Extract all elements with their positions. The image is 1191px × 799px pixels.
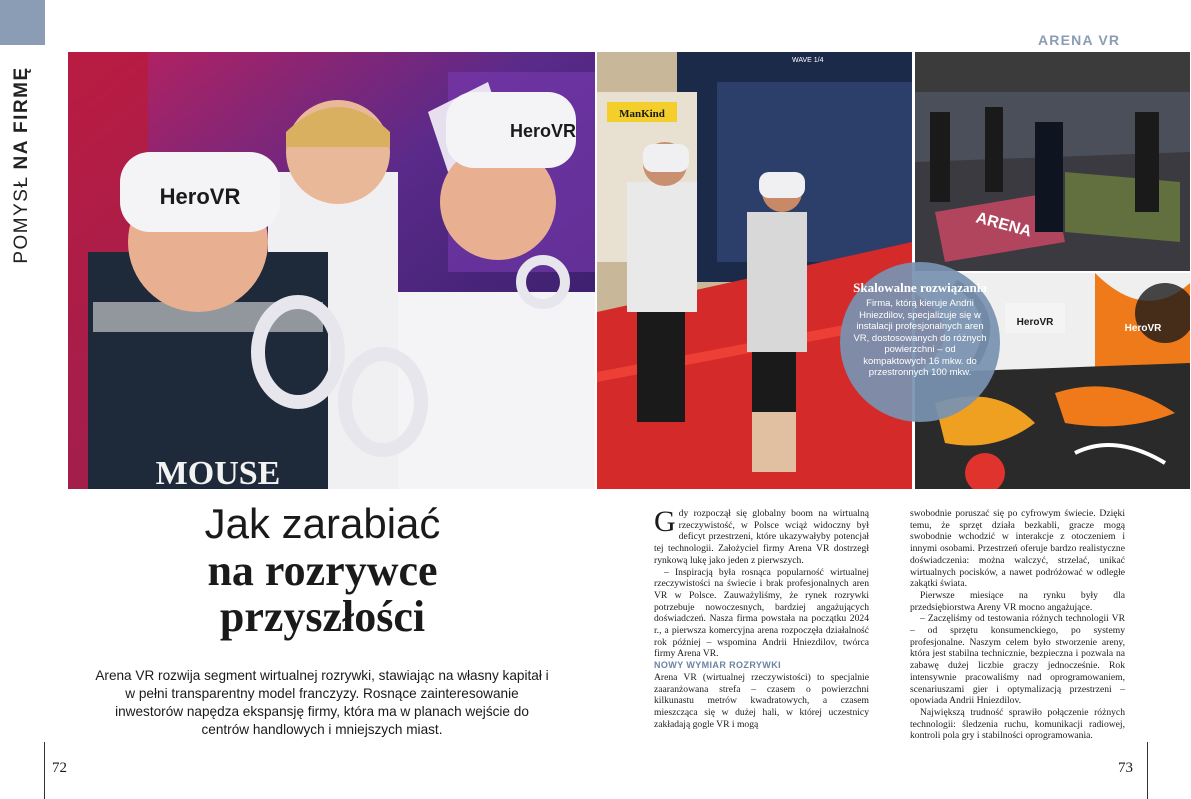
callout-bubble [840,262,1000,422]
paragraph-5: Pierwsze miesiące na rynku były dla przedsiębiorstwa Areny VR mocno angażujące. [910,589,1125,613]
paragraph-6: – Zaczęliśmy od testowania różnych technologii VR – od sprzętu konsumenckiego, po systemy profesjonalne. Naszym celem było stworzenie areny, która jest stabilna technicznie, bezpieczna i pozwala na zabawę dużej liczbie graczy jednocześnie. Rok intensywnie pracowaliśmy nad oprogramowaniem, scenariuszami gier i optymalizacją przestrzeni – opowiada Andrii Hniezdilov. [910,613,1125,707]
shirt-text: MOUSE [155,455,281,489]
article-paragraph [654,505,869,567]
headline-line-2: na rozrywce [207,546,438,595]
side-label-bold: NA FIRMĘ [11,66,32,170]
screen-wave: WAVE 1/4 [792,57,824,64]
room-logo-right: HeroVR [1124,323,1162,334]
headline-line-3: przyszłości [219,592,426,641]
section-label: ARENA VR [1038,32,1121,48]
headset-label-right: HeroVR [509,121,577,141]
article-column-2 [910,508,1125,742]
photo-mall-arena [597,52,912,489]
lead-paragraph: Arena VR rozwija segment wirtualnej rozrywki, stawiając na własny kapitał i w pełni transparentny model franczyzy. Rosnące zainteresowanie inwestorów napędza ekspansję firmy, która ma w planach wejście do centrów handlowych i mniejszych miast. [95,668,549,737]
page-number-left: 72 [52,760,67,776]
subhead: NOWY WYMIAR ROZRYWKI [654,660,781,671]
headline [100,500,545,640]
paragraph-7: Największą trudność sprawiło połączenie różnych technologii: śledzenia ruchu, komunikacji radiowej, kontroli pola gry i stabilności oprogramowania. [910,706,1125,742]
photo-arena-players [915,52,1190,271]
headline-line-1: Jak zarabiać [204,500,441,547]
arena-floor-text: ARENA [973,209,1034,241]
room-logo-left: HeroVR [1016,317,1054,328]
paragraph-2: – Inspiracją była rosnąca popularność wirtualnej rzeczywistości na świecie i brak profesjonalnych aren VR w Polsce. Zauważyliśmy, że rynek rozrywki potrzebuje nowoczesnych, bardziej angażujących doświadczeń. Nasza firma powstała na początku 2024 r., a pierwsza komercyjna arena rozpoczęła działalność rok później – wspomina Andrii Hniezdilov, twórca firmy Arena VR. [654,566,869,660]
dropcap: G [654,505,676,538]
page-rule-right [1147,742,1148,799]
paragraph-3: Arena VR (wirtualnej rzeczywistości) to specjalnie zaaranżowana strefa – czasem o powierzchni kilkunastu metrów kwadratowych, a czasem mieszcząca się w dużej hali, w której uczestnicy zakładają gogle VR i mogą [654,671,869,730]
page-rule-left [44,742,45,799]
side-label-thin: POMYSŁ [11,175,32,264]
page-number-right: 73 [1118,760,1133,776]
section-side-label [11,66,33,263]
callout-text: Firma, którą kieruje Andrii Hniezdilov, specjalizuje się w instalacji profesjonalnych aren VR, dostosowanych do różnych powierzchni – od kompaktowych 16 mkw. do przestronnych 100 mkw. [853,298,987,378]
callout-title: Skalowalne rozwiązania [853,280,987,295]
paragraph-4: swobodnie poruszać się po cyfrowym świecie. Dzięki temu, że sprzęt działa bezkabli, gracze mogą swobodnie wchodzić w interakcje z otoczeniem i innymi osobami. Przestrzeń oferuje bardzo realistyczne doświadczenia: można walczyć, strzelać, unikać wirtualnych pocisków, a nawet podróżować w odległe zakątki świata. [910,508,1125,590]
mall-sign: ManKind [619,108,665,120]
corner-tab [0,0,45,45]
article-column-1 [654,505,869,730]
paragraph-1-text: dy rozpoczął się globalny boom na wirtualną rzeczywistość, w Polsce wciąż widoczny był deficyt przestrzeni, które ukazywałyby potencjał tej technologii. Założyciel firmy Arena VR dostrzegł rynkową lukę jako jeden z pierwszych. [654,508,869,566]
photo-kids-vr [68,52,595,489]
headset-label-left: HeroVR [159,184,241,209]
